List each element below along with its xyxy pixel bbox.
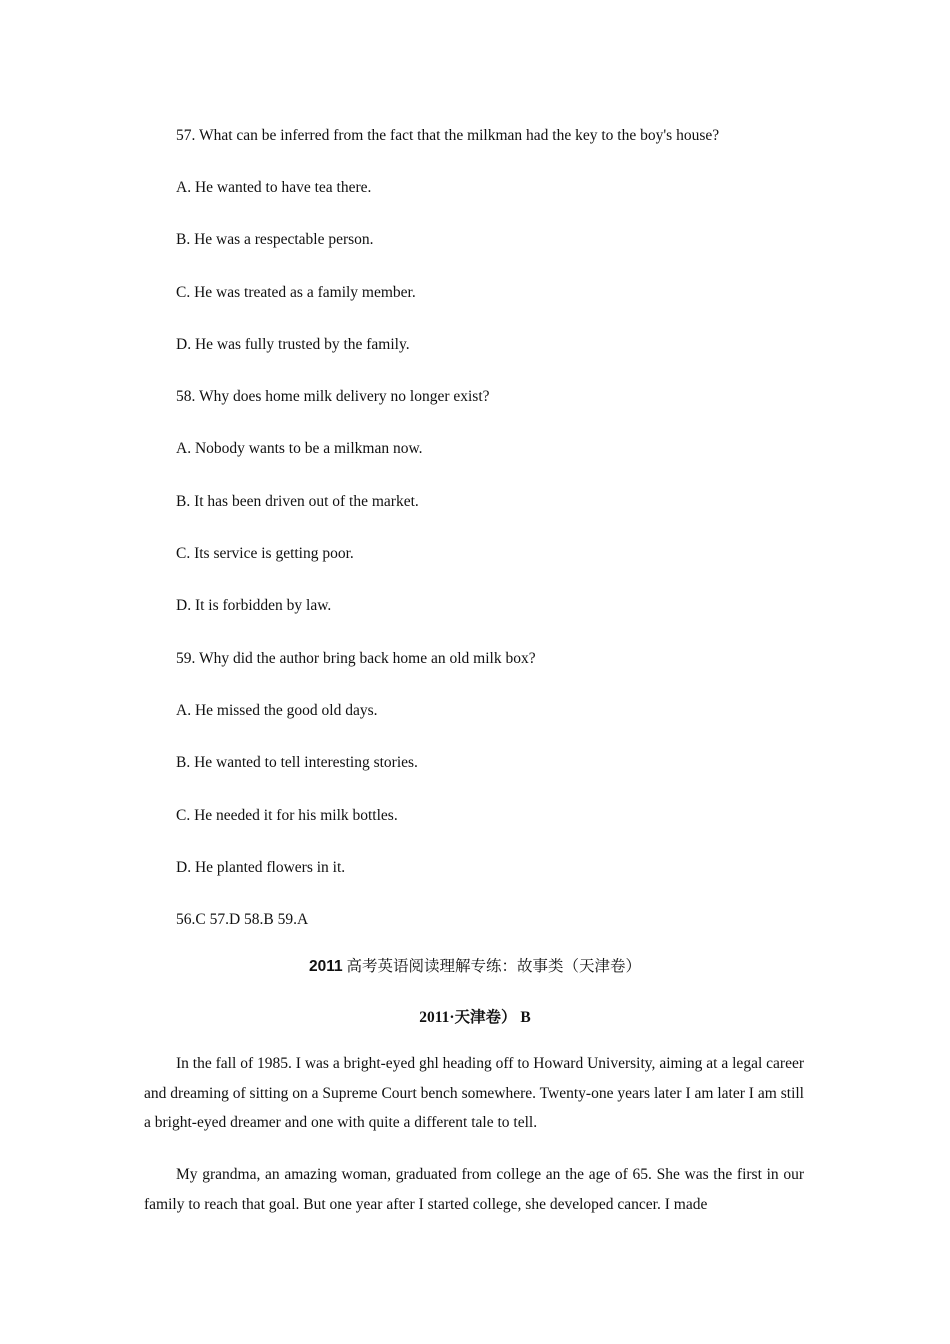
section-title-year: 2011 (308, 958, 343, 975)
passage-paragraph-2: My grandma, an amazing woman, graduated from college an the age of 65. She was the first in our family to reach that goal. But one year after I started college, she developed cancer. I made (144, 1166, 804, 1213)
question-59-option-d: D. He planted flowers in it. (176, 859, 346, 876)
question-57-option-a: A. He wanted to have tea there. (176, 179, 372, 196)
question-59-option-b: B. He wanted to tell interesting stories. (176, 754, 418, 771)
question-58-option-a: A. Nobody wants to be a milkman now. (176, 440, 423, 457)
passage-paragraph-1: In the fall of 1985. I was a bright-eyed ghl heading off to Howard University, aiming at a legal career and dreaming of sitting on a Supreme Court bench somewhere. Twenty-one years later I am later I am still a bright-eyed dreamer and one with quite a different tale to tell. (144, 1055, 804, 1131)
question-58-option-b: B. It has been driven out of the market. (176, 493, 419, 510)
section-subtitle: 2011·天津卷） B (419, 1009, 531, 1026)
question-59-option-a: A. He missed the good old days. (176, 702, 378, 719)
question-58-option-d: D. It is forbidden by law. (176, 597, 332, 614)
section-title-text: 高考英语阅读理解专练：故事类（天津卷） (346, 957, 642, 975)
question-59-option-c: C. He needed it for his milk bottles. (176, 807, 398, 824)
question-57-option-d: D. He was fully trusted by the family. (176, 336, 410, 353)
section-title (0, 956, 950, 977)
question-57-stem: 57. What can be inferred from the fact that the milkman had the key to the boy's house? (176, 127, 720, 144)
question-57-option-b: B. He was a respectable person. (176, 231, 374, 248)
question-57-option-c: C. He was treated as a family member. (176, 284, 416, 301)
question-59-stem: 59. Why did the author bring back home an old milk box? (176, 650, 536, 667)
question-58-option-c: C. Its service is getting poor. (176, 545, 354, 562)
question-58-stem: 58. Why does home milk delivery no longer exist? (176, 388, 490, 405)
answer-key: 56.C 57.D 58.B 59.A (176, 911, 309, 928)
